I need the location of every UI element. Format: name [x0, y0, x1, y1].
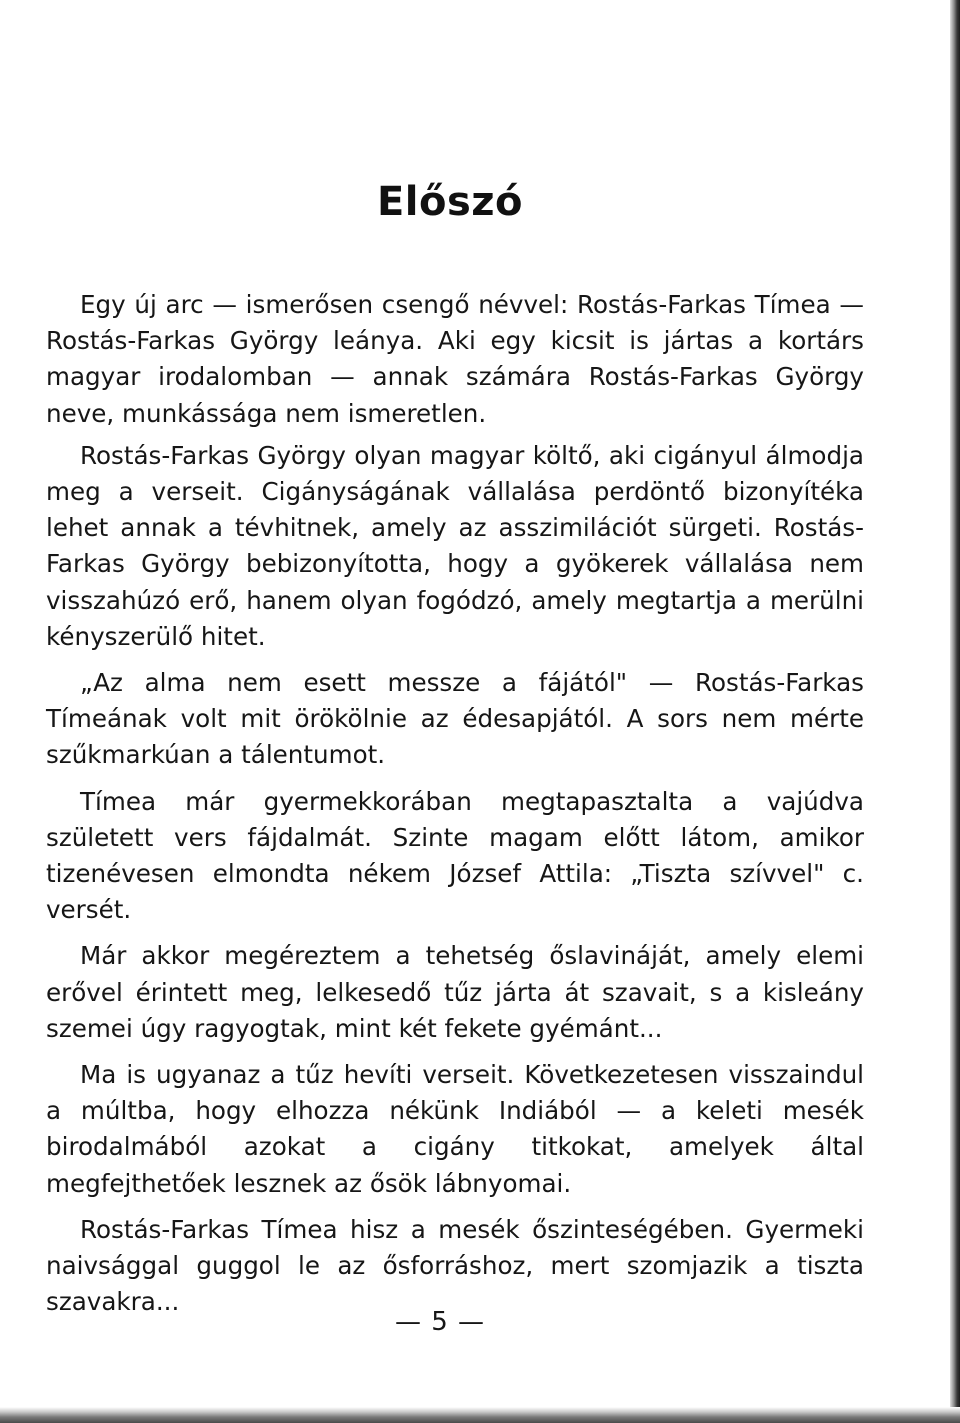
scan-edge-shadow-right: [950, 0, 960, 1423]
paragraph-5: Már akkor megéreztem a tehetség őslavináját, amely elemi erővel érintett meg, lelkesedő tűz járta át szavait, s a kisleány szemei úgy ragyogtak, mint két fekete gyémánt...: [46, 941, 864, 1043]
page-title: Előszó: [376, 179, 524, 225]
page-number: — 5 —: [394, 1307, 486, 1337]
scan-edge-shadow-bottom: [0, 1407, 960, 1423]
foreword-text: [46, 287, 864, 1320]
paragraph-2: Rostás-Farkas György olyan magyar költő, aki cigányul álmodja meg a verseit. Cigányságának vállalása perdöntő bizonyítéka lehet annak a tévhitnek, amely az asszimilációt sürgeti. Rostás-Farkas György bebizonyította, hogy a gyökerek vállalása nem visszahúzó erő, hanem olyan fogódzó, amely megtartja a merülni kényszerülő hitet.: [46, 440, 864, 651]
paragraph-3: „Az alma nem esett messze a fájától" — Rostás-Farkas Tímeának volt mit örökölnie az édesapjától. A sors nem mérte szűkmarkúan a tálentumot.: [46, 668, 864, 770]
paragraph-1: Egy új arc — ismerősen csengő névvel: Rostás-Farkas Tímea — Rostás-Farkas György leánya. Aki egy kicsit is jártas a kortárs magyar irodalomban — annak számára Rostás-Farkas György neve, munkássága nem ismeretlen.: [46, 290, 864, 428]
paragraph-4: Tímea már gyermekkorában megtapasztalta a vajúdva született vers fájdalmát. Szinte magam előtt látom, amikor tizenévesen elmondta nékem József Attila: „Tiszta szívvel" c. versét.: [46, 786, 864, 925]
paragraph-7: Rostás-Farkas Tímea hisz a mesék őszinteségében. Gyermeki naivsággal guggol le az ősforráshoz, mert szomjazik a tiszta szavakra...: [46, 1214, 864, 1317]
paragraph-6: Ma is ugyanaz a tűz hevíti verseit. Következetesen visszaindul a múltba, hogy elhozza nékünk Indiából — a keleti mesék birodalmából azokat a cigány titkokat, amelyek által megfejthetőek lesznek az ősök lábnyomai.: [46, 1060, 864, 1198]
